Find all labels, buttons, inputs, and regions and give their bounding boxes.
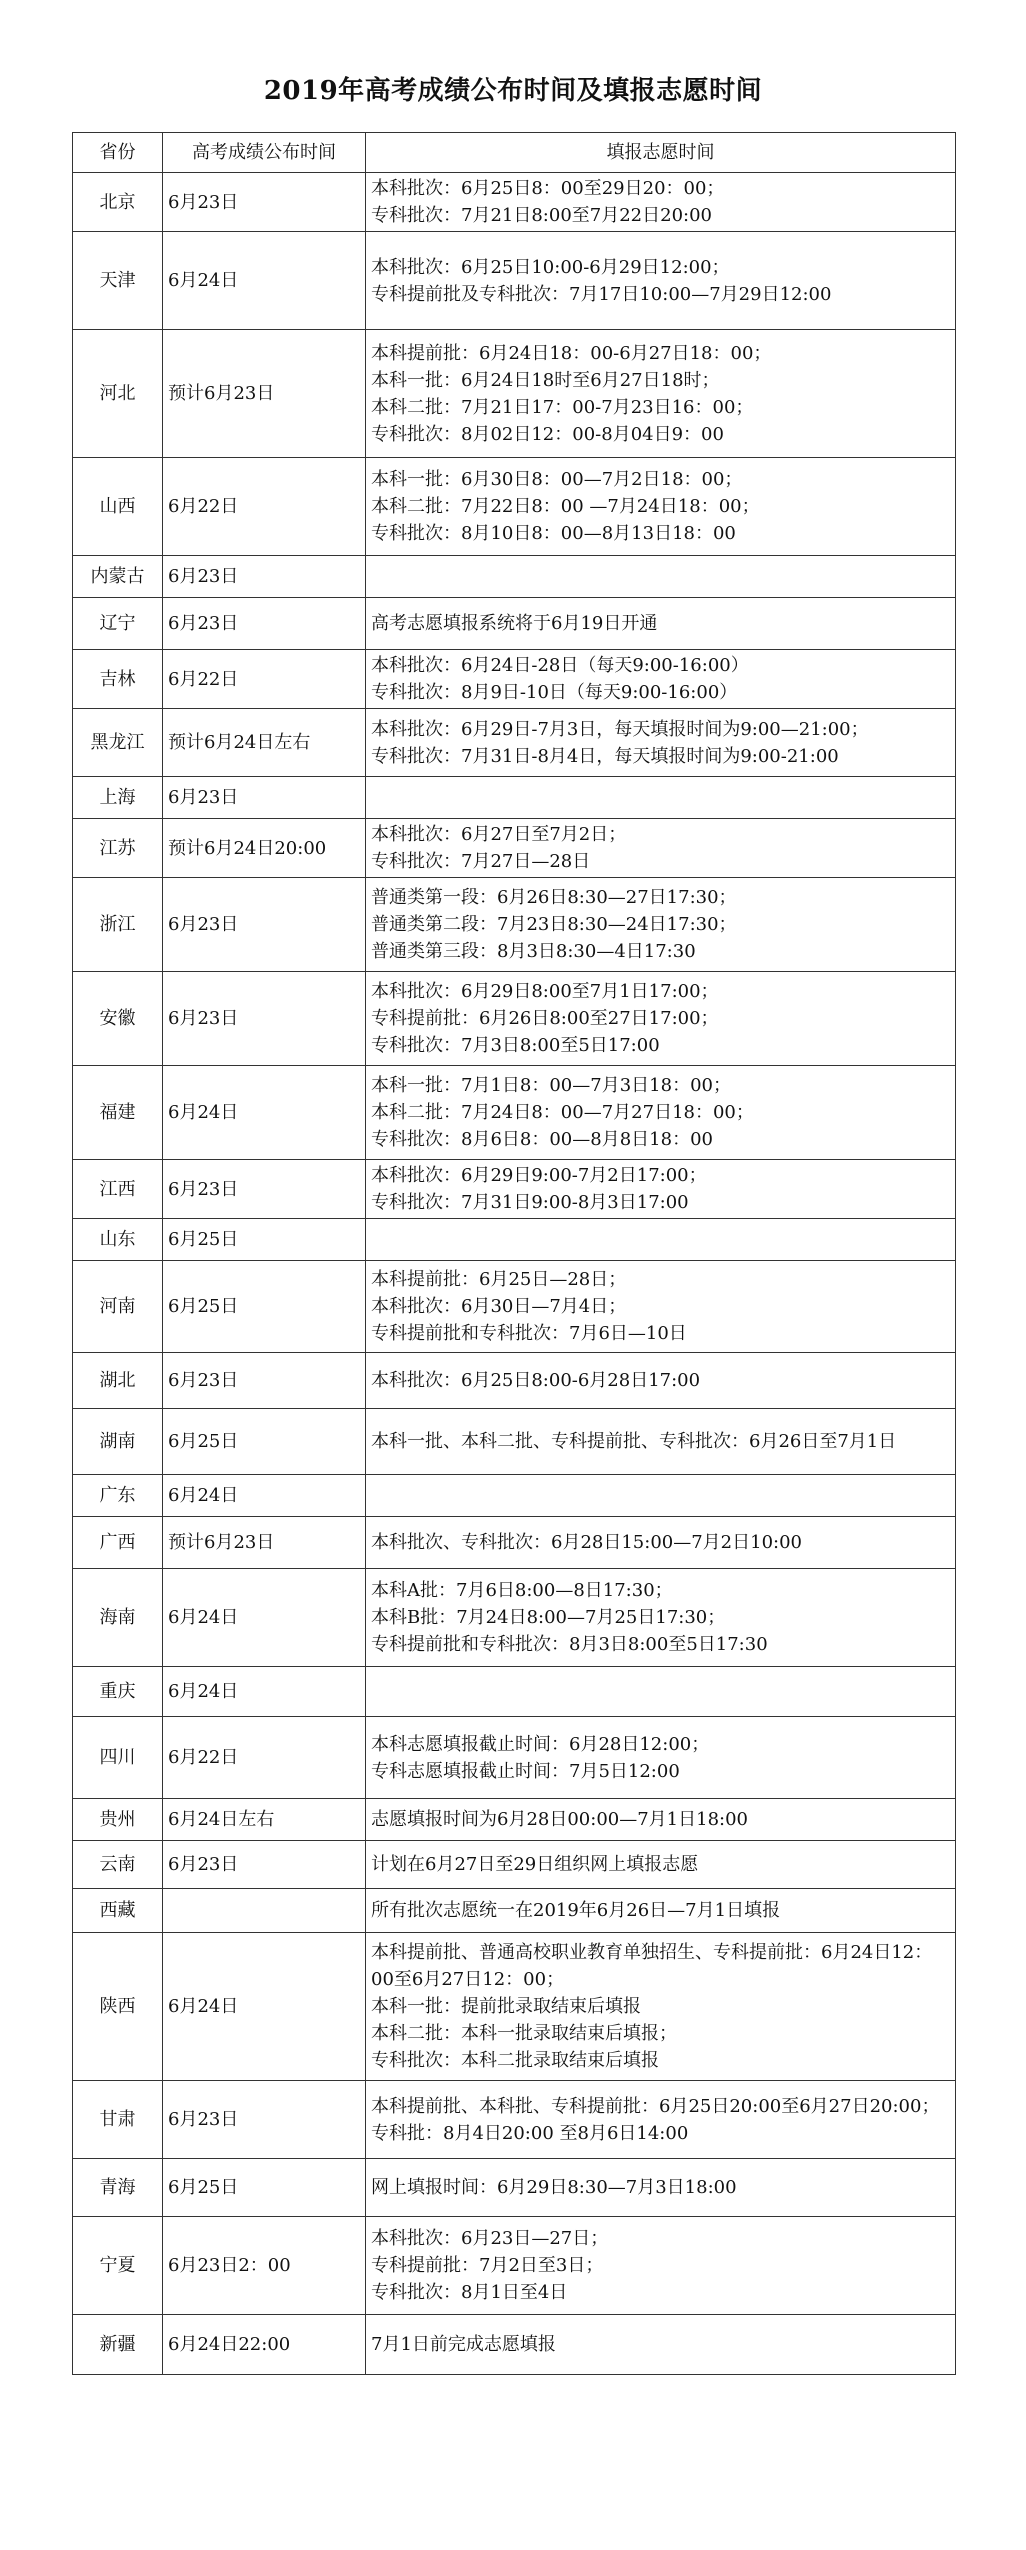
table-row	[73, 1219, 956, 1261]
table-row	[73, 1475, 956, 1517]
score-date-cell: 6月25日	[163, 1409, 366, 1475]
volunteer-time-cell	[366, 1353, 956, 1409]
province-cell: 云南	[73, 1841, 163, 1889]
province-cell: 北京	[73, 173, 163, 232]
volunteer-time-line: 本科批次：6月30日—7月4日；	[371, 1296, 627, 1317]
score-date-cell: 6月24日左右	[163, 1799, 366, 1841]
score-date-cell: 6月25日	[163, 1219, 366, 1261]
score-date-cell: 6月23日	[163, 1841, 366, 1889]
volunteer-time-cell	[366, 972, 956, 1066]
volunteer-time-cell	[366, 556, 956, 598]
volunteer-time-line: 本科批次：6月25日8：00至29日20：00；	[371, 178, 725, 199]
volunteer-time-line: 本科批次：6月29日-7月3日，每天填报时间为9:00—21:00；	[371, 718, 869, 740]
volunteer-time-line: 本科批次：6月25日8:00-6月28日17:00	[371, 1370, 701, 1391]
table-row	[73, 1517, 956, 1569]
table-header-row	[73, 133, 956, 173]
province-cell: 广东	[73, 1475, 163, 1517]
volunteer-time-cell	[366, 232, 956, 330]
volunteer-time-cell	[366, 1066, 956, 1160]
volunteer-time-line: 本科批次：6月25日10:00-6月29日12:00；	[371, 256, 730, 278]
score-date-cell: 6月23日2：00	[163, 2217, 366, 2315]
volunteer-time-cell	[366, 819, 956, 878]
volunteer-time-line: 本科志愿填报截止时间：6月28日12:00；	[371, 1733, 710, 1755]
volunteer-time-line: 专科提前批和专科批次：8月3日8:00至5日17:30	[371, 1634, 768, 1655]
score-date-cell	[163, 1889, 366, 1933]
score-date-cell: 6月22日	[163, 650, 366, 709]
volunteer-time-line: 本科一批：6月24日18时至6月27日18时；	[371, 369, 720, 391]
table-row	[73, 2217, 956, 2315]
schedule-table	[72, 132, 956, 2375]
table-row	[73, 878, 956, 972]
volunteer-time-line: 专科批次：7月27日—28日	[371, 851, 591, 872]
score-date-cell: 6月23日	[163, 598, 366, 650]
volunteer-time-line: 专科批次：8月02日12：00-8月04日9：00	[371, 423, 724, 445]
province-cell: 重庆	[73, 1667, 163, 1717]
province-cell: 河南	[73, 1261, 163, 1353]
score-date-cell: 6月23日	[163, 777, 366, 819]
volunteer-time-line: 7月1日前完成志愿填报	[371, 2334, 556, 2355]
table-row	[73, 972, 956, 1066]
province-cell: 青海	[73, 2159, 163, 2217]
volunteer-time-line: 网上填报时间：6月29日8:30—7月3日18:00	[371, 2177, 737, 2198]
volunteer-time-cell	[366, 173, 956, 232]
score-date-cell: 预计6月23日	[163, 1517, 366, 1569]
table-row	[73, 1409, 956, 1475]
score-date-cell: 预计6月23日	[163, 330, 366, 458]
table-row	[73, 1066, 956, 1160]
volunteer-time-cell	[366, 1667, 956, 1717]
province-cell: 安徽	[73, 972, 163, 1066]
volunteer-time-line: 高考志愿填报系统将于6月19日开通	[371, 613, 658, 634]
table-row	[73, 777, 956, 819]
volunteer-time-cell	[366, 2081, 956, 2159]
volunteer-time-line: 专科批次：7月31日-8月4日，每天填报时间为9:00-21:00	[371, 745, 839, 767]
volunteer-time-cell	[366, 598, 956, 650]
header-volunteer-time: 填报志愿时间	[366, 133, 956, 173]
volunteer-time-line: 本科B批：7月24日8:00—7月25日17:30；	[371, 1607, 726, 1628]
table-row	[73, 173, 956, 232]
province-cell: 福建	[73, 1066, 163, 1160]
volunteer-time-line: 专科批次：本科二批录取结束后填报	[371, 2050, 659, 2071]
volunteer-time-line: 本科批次：6月23日—27日；	[371, 2228, 609, 2249]
score-date-cell: 6月23日	[163, 173, 366, 232]
volunteer-time-line: 专科批次：8月6日8：00—8月8日18：00	[371, 1129, 713, 1150]
table-row	[73, 1841, 956, 1889]
volunteer-time-cell	[366, 1841, 956, 1889]
volunteer-time-line: 专科提前批：7月2日至3日；	[371, 2255, 604, 2276]
score-date-cell: 6月23日	[163, 2081, 366, 2159]
volunteer-time-line: 本科批次、专科批次：6月28日15:00—7月2日10:00	[371, 1532, 803, 1553]
volunteer-time-line: 专科提前批和专科批次：7月6日—10日	[371, 1323, 687, 1344]
score-date-cell: 6月23日	[163, 1160, 366, 1219]
score-date-cell: 6月23日	[163, 1353, 366, 1409]
volunteer-time-cell	[366, 1569, 956, 1667]
province-cell: 西藏	[73, 1889, 163, 1933]
volunteer-time-line: 本科一批、本科二批、专科提前批、专科批次：6月26日至7月1日	[371, 1431, 897, 1452]
volunteer-time-line: 本科提前批、普通高校职业教育单独招生、专科提前批：6月24日12：00至6月27日12：00；	[371, 1942, 933, 1990]
volunteer-time-line: 本科批次：6月24日-28日（每天9:00-16:00）	[371, 655, 749, 676]
province-cell: 上海	[73, 777, 163, 819]
volunteer-time-line: 本科提前批：6月24日18：00-6月27日18：00；	[371, 342, 772, 364]
table-row	[73, 1353, 956, 1409]
province-cell: 河北	[73, 330, 163, 458]
volunteer-time-cell	[366, 650, 956, 709]
table-row	[73, 232, 956, 330]
province-cell: 吉林	[73, 650, 163, 709]
volunteer-time-cell	[366, 1717, 956, 1799]
province-cell: 海南	[73, 1569, 163, 1667]
province-cell: 四川	[73, 1717, 163, 1799]
province-cell: 湖北	[73, 1353, 163, 1409]
score-date-cell: 预计6月24日20:00	[163, 819, 366, 878]
province-cell: 山西	[73, 458, 163, 556]
volunteer-time-cell	[366, 1219, 956, 1261]
province-cell: 贵州	[73, 1799, 163, 1841]
province-cell: 内蒙古	[73, 556, 163, 598]
score-date-cell: 6月25日	[163, 2159, 366, 2217]
table-row	[73, 650, 956, 709]
volunteer-time-cell	[366, 1475, 956, 1517]
volunteer-time-line: 专科批次：8月1日至4日	[371, 2282, 568, 2303]
score-date-cell: 6月23日	[163, 878, 366, 972]
volunteer-time-cell	[366, 458, 956, 556]
table-row	[73, 1667, 956, 1717]
table-row	[73, 709, 956, 777]
volunteer-time-line: 本科二批：7月22日8：00 —7月24日18：00；	[371, 496, 760, 517]
volunteer-time-cell	[366, 709, 956, 777]
province-cell: 黑龙江	[73, 709, 163, 777]
volunteer-time-cell	[366, 1933, 956, 2081]
province-cell: 山东	[73, 1219, 163, 1261]
score-date-cell: 6月24日	[163, 1066, 366, 1160]
volunteer-time-line: 所有批次志愿统一在2019年6月26日—7月1日填报	[371, 1900, 781, 1921]
table-row	[73, 2159, 956, 2217]
province-cell: 浙江	[73, 878, 163, 972]
province-cell: 陕西	[73, 1933, 163, 2081]
volunteer-time-line: 本科一批：6月30日8：00—7月2日18：00；	[371, 469, 743, 490]
volunteer-time-line: 本科提前批、本科批、专科提前批：6月25日20:00至6月27日20:00；	[371, 2095, 940, 2117]
table-row	[73, 1160, 956, 1219]
volunteer-time-cell	[366, 777, 956, 819]
header-score-date: 高考成绩公布时间	[163, 133, 366, 173]
volunteer-time-line: 专科批次：7月31日9:00-8月3日17:00	[371, 1192, 689, 1213]
volunteer-time-cell	[366, 1517, 956, 1569]
volunteer-time-line: 本科批次：6月29日9:00-7月2日17:00；	[371, 1165, 707, 1186]
volunteer-time-line: 志愿填报时间为6月28日00:00—7月1日18:00	[371, 1809, 749, 1830]
volunteer-time-line: 本科二批：本科一批录取结束后填报；	[371, 2023, 677, 2044]
volunteer-time-cell	[366, 2315, 956, 2375]
volunteer-time-line: 专科提前批及专科批次：7月17日10:00—7月29日12:00	[371, 283, 832, 305]
table-body	[73, 173, 956, 2375]
table-row	[73, 819, 956, 878]
score-date-cell: 6月24日	[163, 1667, 366, 1717]
table-row	[73, 458, 956, 556]
volunteer-time-line: 专科批次：8月9日-10日（每天9:00-16:00）	[371, 682, 738, 703]
volunteer-time-line: 专科批：8月4日20:00 至8月6日14:00	[371, 2122, 689, 2144]
province-cell: 江苏	[73, 819, 163, 878]
province-cell: 甘肃	[73, 2081, 163, 2159]
volunteer-time-cell	[366, 1160, 956, 1219]
table-row	[73, 598, 956, 650]
volunteer-time-cell	[366, 878, 956, 972]
score-date-cell: 6月24日	[163, 232, 366, 330]
volunteer-time-cell	[366, 2159, 956, 2217]
score-date-cell: 6月24日	[163, 1933, 366, 2081]
table-row	[73, 330, 956, 458]
score-date-cell: 6月24日22:00	[163, 2315, 366, 2375]
province-cell: 辽宁	[73, 598, 163, 650]
volunteer-time-line: 普通类第一段：6月26日8:30—27日17:30；	[371, 887, 737, 908]
table-row	[73, 556, 956, 598]
score-date-cell: 预计6月24日左右	[163, 709, 366, 777]
score-date-cell: 6月22日	[163, 458, 366, 556]
province-cell: 广西	[73, 1517, 163, 1569]
table-row	[73, 1933, 956, 2081]
volunteer-time-cell	[366, 1261, 956, 1353]
volunteer-time-cell	[366, 330, 956, 458]
score-date-cell: 6月23日	[163, 556, 366, 598]
volunteer-time-line: 计划在6月27日至29日组织网上填报志愿	[371, 1854, 699, 1875]
volunteer-time-line: 专科批次：7月3日8:00至5日17:00	[371, 1035, 660, 1056]
volunteer-time-line: 本科二批：7月24日8：00—7月27日18：00；	[371, 1102, 754, 1123]
page-title: 2019年高考成绩公布时间及填报志愿时间	[263, 76, 763, 106]
table-row	[73, 1717, 956, 1799]
volunteer-time-line: 普通类第三段：8月3日8:30—4日17:30	[371, 941, 696, 962]
province-cell: 湖南	[73, 1409, 163, 1475]
volunteer-time-line: 本科批次：6月29日8:00至7月1日17:00；	[371, 981, 719, 1002]
volunteer-time-cell	[366, 2217, 956, 2315]
volunteer-time-cell	[366, 1409, 956, 1475]
province-cell: 宁夏	[73, 2217, 163, 2315]
score-date-cell: 6月24日	[163, 1475, 366, 1517]
volunteer-time-line: 本科一批：7月1日8：00—7月3日18：00；	[371, 1075, 731, 1096]
volunteer-time-cell	[366, 1799, 956, 1841]
table-row	[73, 1261, 956, 1353]
table-row	[73, 1799, 956, 1841]
volunteer-time-line: 本科提前批：6月25日—28日；	[371, 1269, 627, 1290]
table-row	[73, 2081, 956, 2159]
volunteer-time-line: 普通类第二段：7月23日8:30—24日17:30；	[371, 914, 737, 935]
volunteer-time-line: 本科批次：6月27日至7月2日；	[371, 824, 627, 845]
volunteer-time-cell	[366, 1889, 956, 1933]
header-province: 省份	[73, 133, 163, 173]
volunteer-time-line: 本科一批：提前批录取结束后填报	[371, 1996, 641, 2017]
score-date-cell: 6月23日	[163, 972, 366, 1066]
province-cell: 新疆	[73, 2315, 163, 2375]
volunteer-time-line: 专科批次：8月10日8：00—8月13日18：00	[371, 523, 736, 544]
score-date-cell: 6月24日	[163, 1569, 366, 1667]
volunteer-time-line: 专科提前批：6月26日8:00至27日17:00；	[371, 1008, 719, 1029]
table-row	[73, 1569, 956, 1667]
score-date-cell: 6月22日	[163, 1717, 366, 1799]
province-cell: 江西	[73, 1160, 163, 1219]
volunteer-time-line: 专科志愿填报截止时间：7月5日12:00	[371, 1760, 680, 1782]
score-date-cell: 6月25日	[163, 1261, 366, 1353]
table-row	[73, 2315, 956, 2375]
volunteer-time-line: 专科批次：7月21日8:00至7月22日20:00	[371, 205, 713, 226]
table-row	[73, 1889, 956, 1933]
province-cell: 天津	[73, 232, 163, 330]
volunteer-time-line: 本科二批：7月21日17：00-7月23日16：00；	[371, 396, 754, 418]
volunteer-time-line: 本科A批：7月6日8:00—8日17:30；	[371, 1580, 673, 1601]
